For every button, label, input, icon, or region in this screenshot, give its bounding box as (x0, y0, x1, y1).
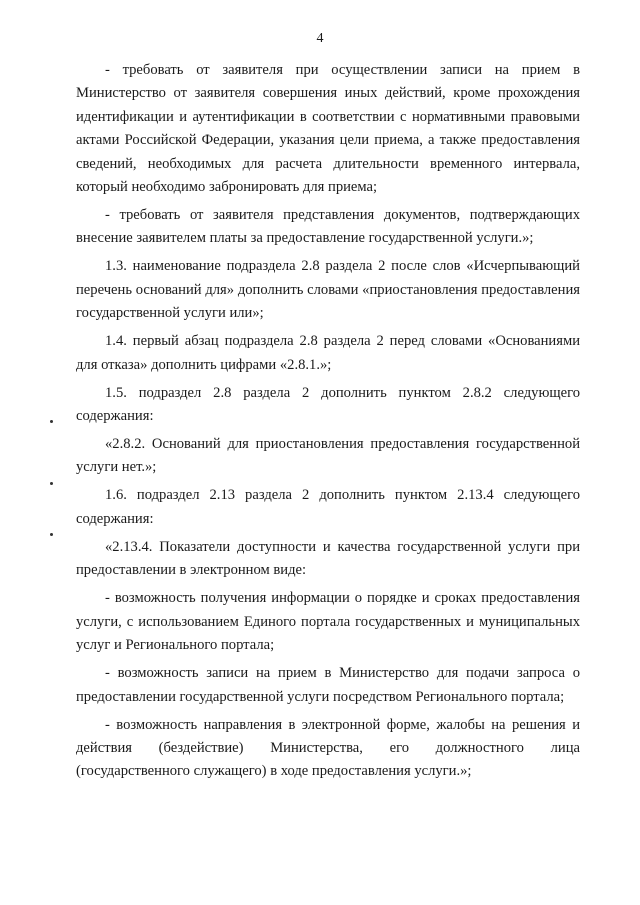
paragraph-7: 1.6. подраздел 2.13 раздела 2 дополнить пунктом 2.13.4 следующего содержания: (76, 487, 580, 527)
scan-mark-dot (50, 420, 53, 423)
paragraph-5: 1.5. подраздел 2.8 раздела 2 дополнить пунктом 2.8.2 следующего содержания: (76, 384, 580, 425)
scan-mark-dot (50, 533, 53, 536)
paragraph-10: - возможность записи на прием в Министерство для подачи запроса о предоставлении государственной услуги посредством Регионального портала; (76, 665, 580, 705)
document-body (76, 59, 580, 788)
paragraph-9: - возможность получения информации о порядке и сроках предоставления услуги, с использованием Единого портала государственных и муниципальных услуг и Регионального портала; (76, 590, 580, 654)
paragraph-2: - требовать от заявителя представления документов, подтверждающих внесение заявителем платы за предоставление государственной услуги.»; (76, 207, 580, 247)
paragraph-8: «2.13.4. Показатели доступности и качества государственной услуги при предоставлении в электронном виде: (76, 538, 580, 579)
paragraph-6: «2.8.2. Оснований для приостановления предоставления государственной услуги нет.»; (76, 436, 580, 476)
page-number: 4 (316, 31, 324, 46)
paragraph-11: - возможность направления в электронной форме, жалобы на решения и действия (бездействие) Министерства, его должностного лица (государственного служащего) в ходе предоставления услуги.»; (76, 716, 580, 780)
scan-mark-dot (50, 482, 53, 485)
paragraph-3: 1.3. наименование подраздела 2.8 раздела 2 после слов «Исчерпывающий перечень оснований для» дополнить словами «приостановления предоставления государственной услуги или»; (76, 258, 580, 322)
paragraph-1: - требовать от заявителя при осуществлении записи на прием в Министерство от заявителя совершения иных действий, кроме прохождения идентификации и аутентификации в соответствии с нормативными правовыми актами Российской Федерации, указания цели приема, а также предоставления сведений, необходимых для расчета длительности временного интервала, который необходимо забронировать для приема; (76, 62, 580, 196)
paragraph-4: 1.4. первый абзац подраздела 2.8 раздела 2 перед словами «Основаниями для отказа» дополнить цифрами «2.8.1.»; (76, 333, 580, 373)
